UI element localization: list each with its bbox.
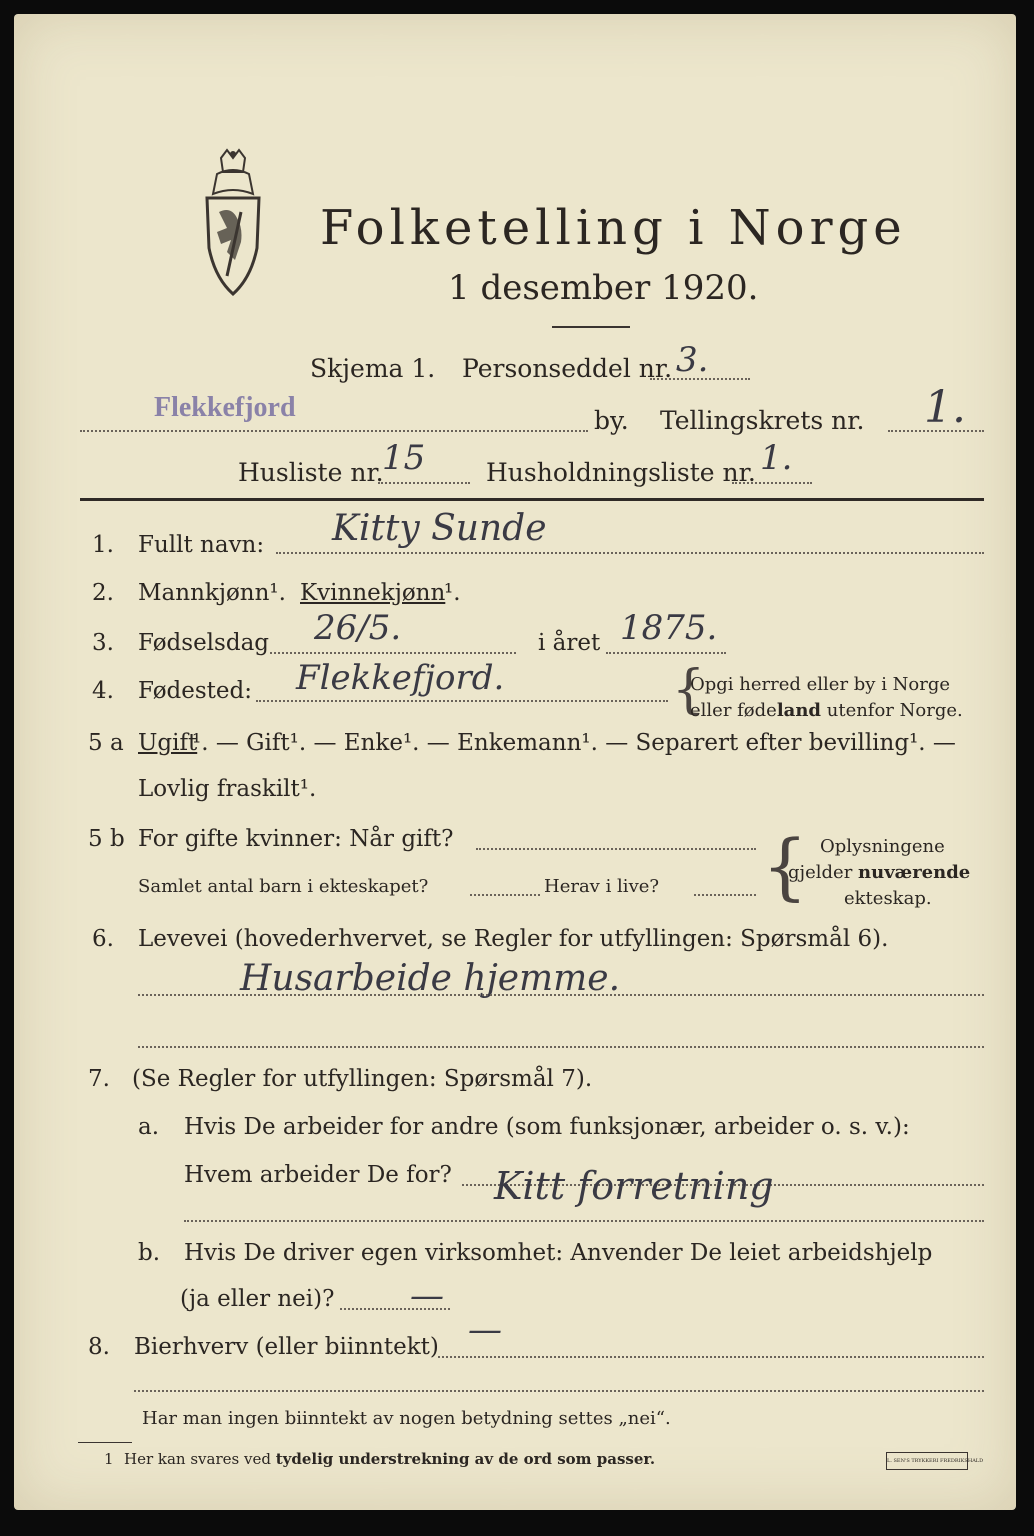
q8-label: Bierhverv (eller biinntekt) [134, 1334, 439, 1360]
q7b-question: (ja eller nei)? [180, 1286, 335, 1312]
q6-number: 6. [92, 926, 114, 952]
q2-kvinne-sup: ¹. [444, 580, 461, 606]
q5b-note-line1: Oplysningene [820, 836, 945, 857]
q7a-text: Hvis De arbeider for andre (som funksjonær, arbeider o. s. v.): [184, 1114, 910, 1140]
q2-mann[interactable]: Mannkjønn¹. [138, 580, 286, 606]
q7-label: (Se Regler for utfyllingen: Spørsmål 7). [132, 1066, 593, 1092]
q5a-ugift[interactable]: Ugift [138, 730, 198, 756]
q4-line [256, 700, 668, 702]
q5b-barn-line [470, 894, 540, 896]
biinntekt-note: Har man ingen biinntekt av nogen betydning settes „nei“. [142, 1408, 671, 1429]
q5a-number: 5 a [88, 730, 124, 756]
q5b-live-line [694, 894, 756, 896]
tellingskrets-label: Tellingskrets nr. [660, 406, 865, 435]
q3-line [270, 652, 516, 654]
q5b-note-line2: gjelder nuværende [788, 862, 971, 883]
q1-label: Fullt navn: [138, 532, 265, 558]
q5b-note-brace: { [762, 824, 808, 908]
q7b-text: Hvis De driver egen virksomhet: Anvender De leiet arbeidshjelp [184, 1240, 933, 1266]
q5a-options[interactable]: ¹. — Gift¹. — Enke¹. — Enkemann¹. — Separert efter bevilling¹. — [192, 730, 956, 756]
q4-label: Fødested: [138, 678, 253, 704]
q7b-letter: b. [138, 1240, 161, 1266]
q5b-live: Herav i live? [544, 876, 660, 897]
q6-value[interactable]: Husarbeide hjemme. [240, 958, 621, 999]
q3-label: Fødselsdag [138, 630, 270, 656]
q6-line2 [138, 1046, 984, 1048]
q5b-line [476, 848, 756, 850]
header-rule [80, 498, 984, 501]
q6-line1 [138, 994, 984, 996]
personseddel-value[interactable]: 3. [676, 340, 709, 380]
q5b-number: 5 b [88, 826, 125, 852]
q5b-note-line3: ekteskap. [844, 888, 932, 909]
q3-aret-value[interactable]: 1875. [620, 608, 718, 648]
municipality-line [80, 430, 588, 432]
footnote-text: Her kan svares ved tydelig understrekning av de ord som passer. [124, 1450, 656, 1468]
q8-number: 8. [88, 1334, 110, 1360]
husliste-line [378, 482, 470, 484]
footnote-rule [78, 1442, 132, 1443]
q2-kvinne[interactable]: Kvinnekjønn [300, 580, 446, 606]
husholdning-value[interactable]: 1. [760, 438, 793, 478]
coat-of-arms-icon [197, 148, 269, 298]
q8-value[interactable]: — [468, 1310, 502, 1350]
q7a-value[interactable]: Kitt forretning [494, 1164, 774, 1208]
census-date: 1 desember 1920. [448, 268, 759, 308]
q6-label: Levevei (hovederhvervet, se Regler for utfyllingen: Spørsmål 6). [138, 926, 889, 952]
q4-note-line1: Opgi herred eller by i Norge [690, 674, 951, 695]
q7a-question: Hvem arbeider De for? [184, 1162, 452, 1188]
q4-note-line2: eller fødeland utenfor Norge. [690, 700, 963, 721]
q7b-value[interactable]: — [410, 1276, 444, 1316]
q3-aret-label: i året [538, 630, 601, 656]
q1-line [276, 552, 984, 554]
q1-value[interactable]: Kitty Sunde [332, 508, 547, 549]
q2-number: 2. [92, 580, 114, 606]
q3-value[interactable]: 26/5. [314, 608, 402, 648]
q8-line2 [134, 1390, 984, 1392]
q1-number: 1. [92, 532, 114, 558]
q3-aret-line [606, 652, 726, 654]
q4-value[interactable]: Flekkefjord. [296, 658, 505, 698]
q8-line1 [438, 1356, 984, 1358]
husliste-value[interactable]: 15 [382, 438, 426, 478]
census-form [14, 14, 1016, 1510]
q7a-letter: a. [138, 1114, 160, 1140]
form-title: Folketelling i Norge [320, 200, 907, 256]
husliste-label: Husliste nr. [238, 458, 384, 487]
personseddel-label: Personseddel nr. [462, 354, 673, 383]
husholdning-line [732, 482, 812, 484]
husholdning-label: Husholdningsliste nr. [486, 458, 756, 487]
tellingskrets-value[interactable]: 1. [924, 382, 966, 433]
q4-number: 4. [92, 678, 114, 704]
footnote-mark: 1 [104, 1450, 114, 1468]
q7a-line2 [184, 1220, 984, 1222]
printer-mark: L. SEN'S TRYKKERI FREDRIKSHALD [886, 1452, 968, 1470]
q3-number: 3. [92, 630, 114, 656]
q5a-lovlig[interactable]: Lovlig fraskilt¹. [138, 776, 317, 802]
q7-number: 7. [88, 1066, 110, 1092]
skjema-label: Skjema 1. [310, 354, 436, 383]
municipality-stamp: Flekkefjord [154, 392, 296, 423]
q5b-label: For gifte kvinner: Når gift? [138, 826, 454, 852]
by-label: by. [594, 406, 629, 435]
q4-note-brace: { [672, 660, 706, 720]
q5b-barn: Samlet antal barn i ekteskapet? [138, 876, 429, 897]
title-divider [552, 326, 630, 328]
